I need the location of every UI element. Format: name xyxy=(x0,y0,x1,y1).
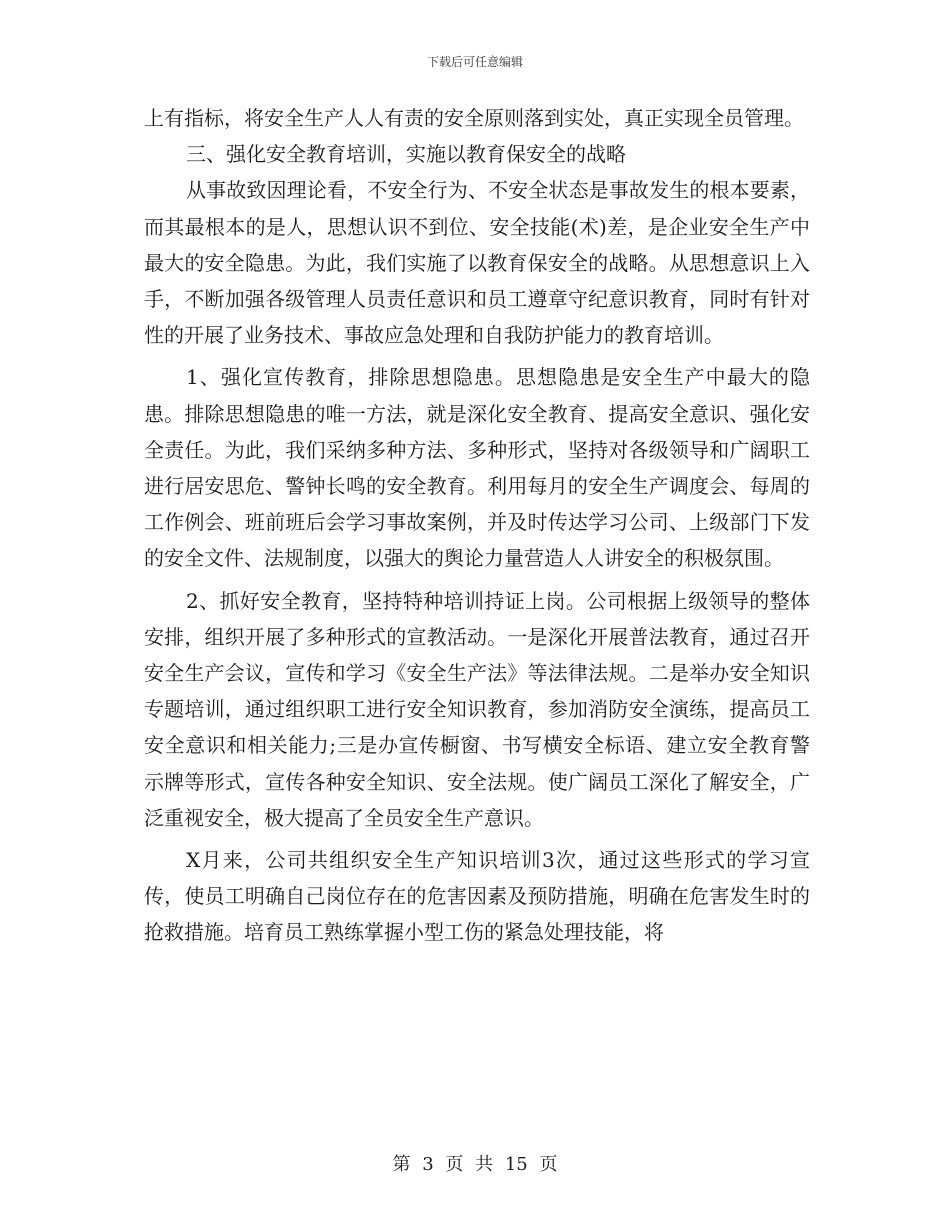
page-number: 第 3 页 共 15 页 xyxy=(392,1154,558,1175)
paragraph-item-1: 1、强化宣传教育，排除思想隐患。思想隐患是安全生产中最大的隐患。排除思想隐患的唯一方法，就是深化安全教育、提高安全意识、强化安全责任。为此，我们采纳多种方法、多种形式，坚持对各级领导和广阔职工进行居安思危、警钟长鸣的安全教育。利用每月的安全生产调度会、每周的工作例会、班前班后会学习事故案例，并及时传达学习公司、上级部门下发的安全文件、法规制度，以强大的舆论力量营造人人讲安全的积极氛围。 xyxy=(144,365,810,571)
paragraph-training-summary: X月来，公司共组织安全生产知识培训3次，通过这些形式的学习宣传，使员工明确自己岗位存在的危害因素及预防措施，明确在危害发生时的抢救措施。培育员工熟练掌握小型工伤的紧急处理技能，将 xyxy=(144,848,810,945)
page-header-note: 下载后可任意编辑 xyxy=(426,55,523,69)
paragraph-accident-theory: 从事故致因理论看，不安全行为、不安全状态是事故发生的根本要素，而其最根本的是人，思想认识不到位、安全技能(术)差，是企业安全生产中最大的安全隐患。为此，我们实施了以教育保安全的战略。从思想意识上入手，不断加强各级管理人员责任意识和员工遵章守纪意识教育，同时有针对性的开展了业务技术、事故应急处理和自我防护能力的教育培训。 xyxy=(144,178,810,348)
paragraph-item-2: 2、抓好安全教育，坚持特种培训持证上岗。公司根据上级领导的整体安排，组织开展了多种形式的宣教活动。一是深化开展普法教育，通过召开安全生产会议，宣传和学习《安全生产法》等法律法规。二是举办安全知识专题培训，通过组织职工进行安全知识教育，参加消防安全演练，提高员工安全意识和相关能力;三是办宣传橱窗、书写横安全标语、建立安全教育警示牌等形式，宣传各种安全知识、安全法规。使广阔员工深化了解安全，广泛重视安全，极大提高了全员安全生产意识。 xyxy=(144,588,810,830)
section-heading: 三、强化安全教育培训，实施以教育保安全的战略 xyxy=(186,142,626,167)
document-body xyxy=(144,100,810,951)
paragraph-continuation: 上有指标，将安全生产人人有责的安全原则落到实处，真正实现全员管理。 xyxy=(144,106,804,130)
